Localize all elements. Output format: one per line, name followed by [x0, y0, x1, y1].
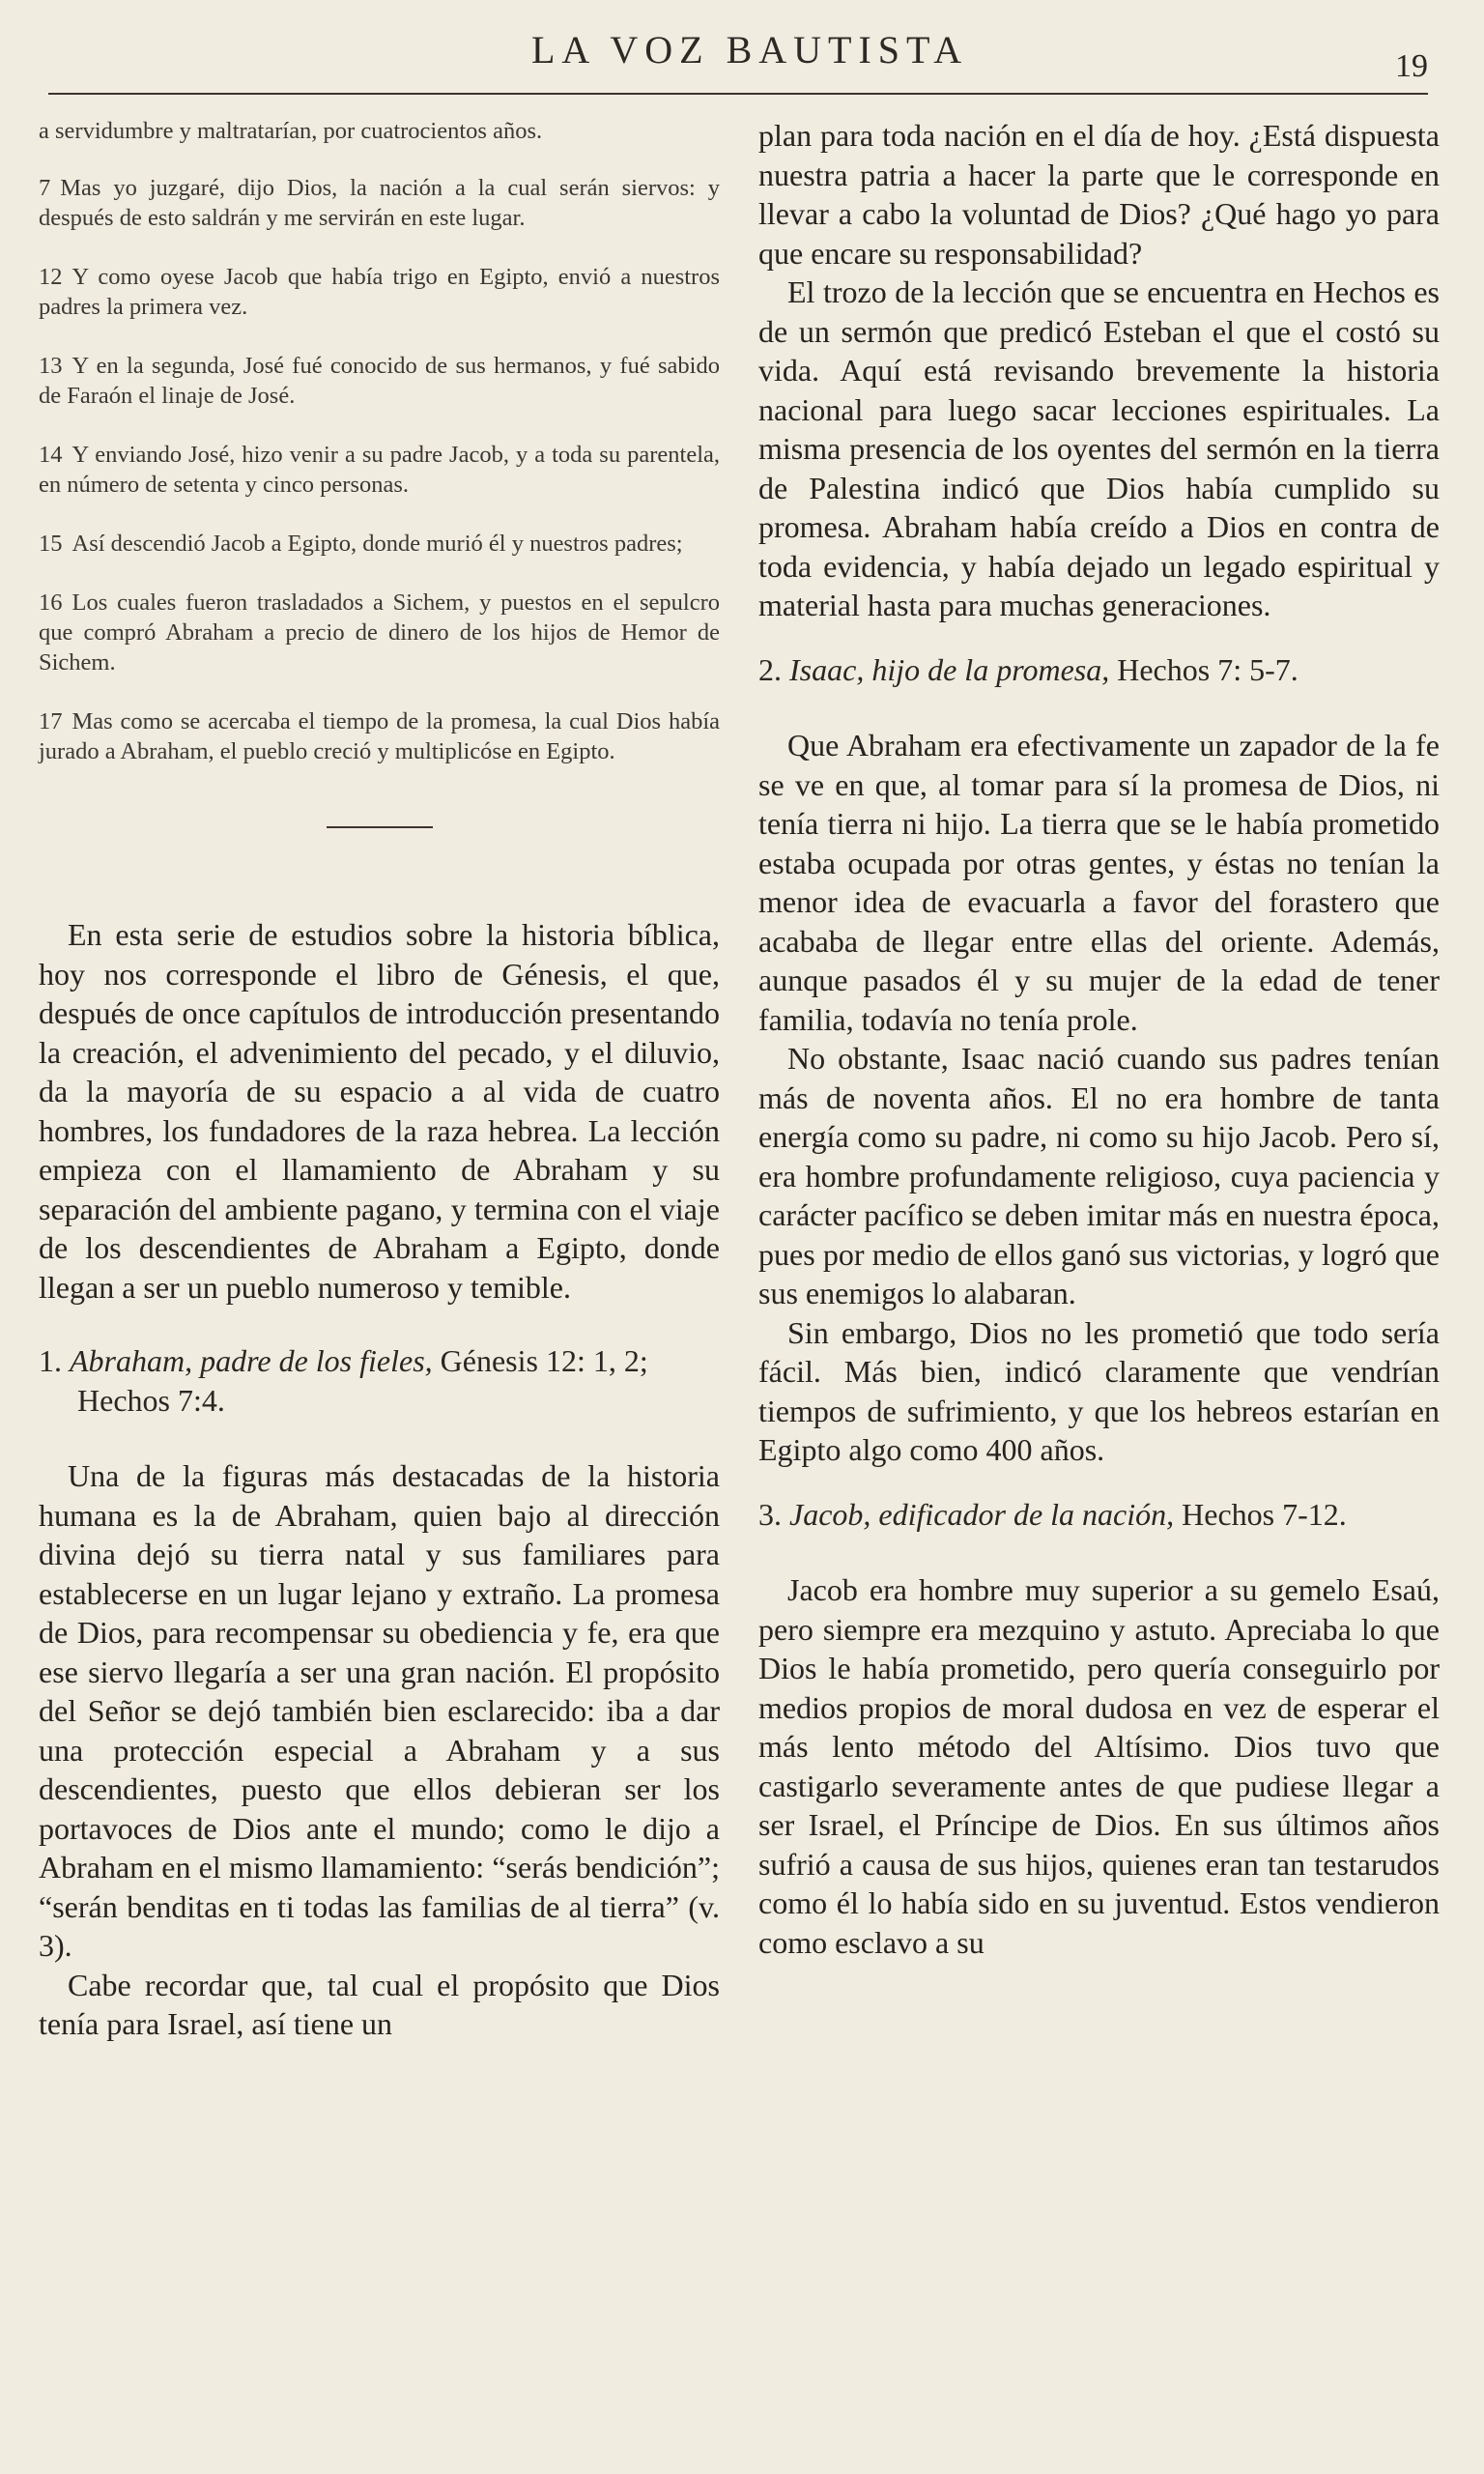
verse-16 — [39, 588, 720, 677]
verse-text: Y enviando José, hizo venir a su padre Jacob, y a toda su parentela, en número de setenta y cinco personas. — [39, 442, 720, 498]
isaac-paragraph-3: Sin embargo, Dios no les prometió que todo sería fácil. Más bien, indicó claramente que vendrían tiempos de sufrimiento, y que los hebreos estarían en Egipto algo como 400 años. — [758, 1314, 1440, 1467]
verse-number: 17 — [39, 708, 63, 734]
jacob-paragraph: Jacob era hombre muy superior a su gemelo Esaú, pero siempre era mezquino y astuto. Apreciaba lo que Dios le había prometido, pero quería conseguirlo por medios propios de moral dudosa en vez de esperar el más lento método del Altísimo. Dios tuvo que castigarlo severamente antes de que pudiese llegar a ser Israel, el Príncipe de Dios. En sus últimos años sufrió a causa de sus hijos, quienes eran tan testarudos como él lo había sido en su juventud. Estos vendieron como esclavo a su — [758, 1572, 1440, 1960]
verse-text: Y como oyese Jacob que había trigo en Egipto, envió a nuestros padres la primera vez. — [39, 264, 720, 320]
section-number: 1. — [39, 1343, 62, 1378]
page-number: 19 — [1395, 48, 1428, 84]
verse-number: 16 — [39, 590, 63, 616]
section-reference: Hechos 7: 5-7. — [1117, 651, 1298, 687]
verse-number: 15 — [39, 531, 63, 557]
section-heading-jacob — [758, 1495, 1440, 1535]
verse-text: Y en la segunda, José fué conocido de sus hermanos, y fué sabido de Faraón el linaje de José. — [39, 353, 720, 409]
section-heading-abraham — [39, 1341, 720, 1420]
section-reference: Génesis 12: 1, 2; Hechos 7:4. — [77, 1343, 648, 1418]
verse-7 — [39, 173, 720, 233]
page-header — [0, 27, 1484, 104]
section-number: 2. — [758, 651, 782, 687]
left-column — [39, 116, 720, 2044]
isaac-paragraph-2: No obstante, Isaac nació cuando sus padres tenían más de noventa años. El no era hombre de tanta energía como su padre, ni como su hijo Jacob. Pero sí, era hombre profundamente religioso, cuya paciencia y carácter pacífico se deben imitar más en nuestra época, pues por medio de ellos ganó sus victorias, y logró que sus enemigos lo alabaran. — [758, 1041, 1440, 1310]
verse-14 — [39, 440, 720, 500]
verse-number: 13 — [39, 353, 63, 379]
section-separator — [327, 826, 433, 828]
verse-number: 14 — [39, 442, 63, 468]
section-reference: Hechos 7-12. — [1182, 1496, 1347, 1532]
isaac-paragraph-1: Que Abraham era efectivamente un zapador de la fe se ve en que, al tomar para sí la promesa de Dios, ni tenía tierra ni hijo. La tierra que se le había prometido estaba ocupada por otras gentes, y éstas no tenían la menor idea de evacuarla a favor del forastero que acababa de llegar entre ellas del oriente. Además, aunque pasados él y su mujer de la edad de tener familia, todavía no tenía prole. — [758, 728, 1440, 1037]
intro-paragraph: En esta serie de estudios sobre la historia bíblica, hoy nos corresponde el libro de Génesis, el que, después de once capítulos de introducción presentando la creación, el advenimiento del pecado, y el diluvio, da la mayoría de su espacio a al vida de cuatro hombres, los fundadores de la raza hebrea. La lección empieza con el llamamiento de Abraham y su separación del ambiente pagano, y termina con el viaje de los descendientes de Abraham a Egipto, donde llegan a ser un pueblo numeroso y temible. — [39, 917, 720, 1305]
verse-text: Los cuales fueron trasladados a Sichem, y puestos en el sepulcro que compró Abraham a precio de dinero de los hijos de Hemor de Sichem. — [39, 590, 720, 676]
hechos-paragraph: El trozo de la lección que se encuentra en Hechos es de un sermón que predicó Esteban el que el costó su vida. Aquí está revisando brevemente la historia nacional para luego sacar lecciones espirituales. La misma presencia de los oyentes del sermón en la tierra de Palestina indicó que Dios había cumplido su promesa. Abraham había creído a Dios en contra de toda evidencia, y había dejado un legado espiritual y material hasta para muchas generaciones. — [758, 274, 1440, 622]
verse-text: Mas yo juzgaré, dijo Dios, la nación a la cual serán siervos: y después de esto saldrán y me servirán en este lugar. — [39, 175, 720, 231]
verse-continuation: a servidumbre y maltratarían, por cuatrocientos años. — [39, 118, 543, 144]
section-heading-isaac — [758, 650, 1440, 690]
abraham-paragraph-2: Cabe recordar que, tal cual el propósito que Dios tenía para Israel, así tiene un — [39, 1967, 720, 2041]
section-title: Abraham, padre de los fieles, — [70, 1343, 433, 1378]
section-number: 3. — [758, 1496, 782, 1532]
verse-17 — [39, 706, 720, 766]
continued-paragraph: plan para toda nación en el día de hoy. ¿Está dispuesta nuestra patria a hacer la parte que le corresponde en llevar a cabo la voluntad de Dios? ¿Qué hago yo para que encare su responsabilidad? — [758, 118, 1440, 271]
verse-13 — [39, 351, 720, 411]
header-rule — [48, 93, 1428, 95]
section-title: Isaac, hijo de la promesa, — [789, 651, 1110, 687]
verse-number: 7 — [39, 175, 51, 201]
section-title: Jacob, edificador de la nación, — [789, 1496, 1175, 1532]
verse-12 — [39, 262, 720, 322]
verse-text: Mas como se acercaba el tiempo de la promesa, la cual Dios había jurado a Abraham, el pueblo creció y multiplicóse en Egipto. — [39, 708, 720, 764]
right-column — [758, 116, 1440, 1962]
verse-number: 12 — [39, 264, 63, 290]
verse-text: Así descendió Jacob a Egipto, donde murió él y nuestros padres; — [71, 531, 683, 557]
verse-15 — [39, 529, 720, 559]
abraham-paragraph: Una de la figuras más destacadas de la historia humana es la de Abraham, quien bajo al dirección divina dejó su tierra natal y sus familiares para establecerse en un lugar lejano y extraño. La promesa de Dios, para recompensar su obediencia y fe, era que ese siervo llegaría a ser una gran nación. El propósito del Señor se dejó también bien esclarecido: iba a dar una protección especial a Abraham y a sus descendientes, puesto que ellos debieran ser los portavoces de Dios ante el mundo; como le dijo a Abraham en el mismo llamamiento: “serás bendición”; “serán benditas en ti todas las familias de al tierra” (v. 3). — [39, 1458, 720, 1963]
magazine-title: LA VOZ BAUTISTA — [531, 28, 969, 72]
